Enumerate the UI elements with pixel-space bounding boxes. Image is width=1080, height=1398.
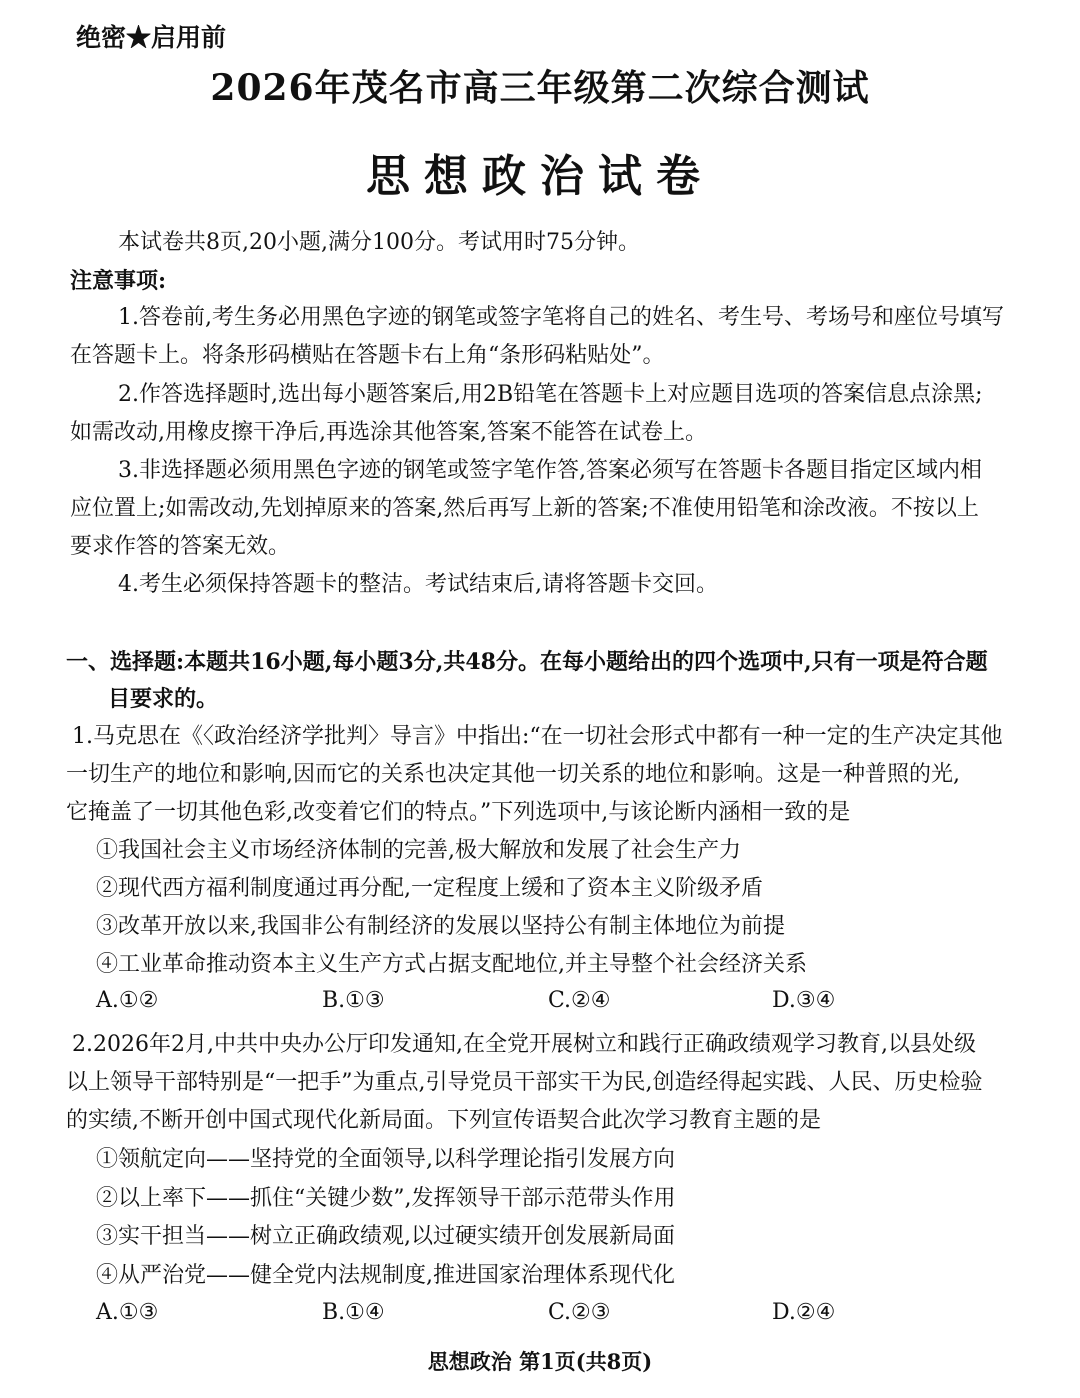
note-line: 在答题卡上。将条形码横贴在答题卡右上角“条形码粘贴处”。: [70, 343, 665, 368]
note-line: 要求作答的答案无效。: [70, 534, 291, 559]
note-line: 3.非选择题必须用黑色字迹的钢笔或签字笔作答,答案必须写在答题卡各题目指定区域内相: [118, 458, 982, 483]
section-heading: 目要求的。: [108, 686, 219, 712]
question-1-stem: 一切生产的地位和影响,因而它的关系也决定其他一切关系的地位和影响。这是一种普照的光,: [66, 762, 960, 787]
note-line: 2.作答选择题时,选出每小题答案后,用2B铅笔在答题卡上对应题目选项的答案信息点涂黑;: [118, 382, 983, 407]
note-line: 1.答卷前,考生务必用黑色字迹的钢笔或签字笔将自己的姓名、考生号、考场号和座位号填写: [118, 305, 1004, 330]
option-a[interactable]: A.①③: [96, 1300, 159, 1325]
question-1-item: ①我国社会主义市场经济体制的完善,极大解放和发展了社会生产力: [96, 838, 741, 863]
confidential-label: 绝密★启用前: [76, 23, 227, 52]
note-line: 4.考生必须保持答题卡的整洁。考试结束后,请将答题卡交回。: [118, 572, 718, 597]
question-2-item: ②以上率下——抓住“关键少数”,发挥领导干部示范带头作用: [96, 1186, 676, 1211]
page-footer: 思想政治 第1页(共8页): [427, 1349, 653, 1374]
option-a[interactable]: A.①②: [96, 988, 159, 1013]
option-c[interactable]: C.②③: [548, 1300, 611, 1325]
question-1-stem: 它掩盖了一切其他色彩,改变着它们的特点。”下列选项中,与该论断内涵相一致的是: [66, 800, 851, 825]
question-1-item: ③改革开放以来,我国非公有制经济的发展以坚持公有制主体地位为前提: [96, 914, 785, 939]
question-2-options: [96, 1300, 956, 1330]
question-1-item: ②现代西方福利制度通过再分配,一定程度上缓和了资本主义阶级矛盾: [96, 876, 763, 901]
option-d[interactable]: D.②④: [772, 1300, 836, 1325]
note-line: 如需改动,用橡皮擦干净后,再选涂其他答案,答案不能答在试卷上。: [70, 420, 707, 445]
question-2-stem: 的实绩,不断开创中国式现代化新局面。下列宣传语契合此次学习教育主题的是: [66, 1108, 821, 1133]
question-2-stem: 2.2026年2月,中共中央办公厅印发通知,在全党开展树立和践行正确政绩观学习教育,以县处级: [72, 1032, 976, 1057]
option-b[interactable]: B.①③: [322, 988, 385, 1013]
question-2-item: ④从严治党——健全党内法规制度,推进国家治理体系现代化: [96, 1263, 675, 1288]
option-b[interactable]: B.①④: [322, 1300, 385, 1325]
exam-title: 2026年茂名市高三年级第二次综合测试: [210, 67, 870, 109]
question-1-stem: 1.马克思在《〈政治经济学批判〉导言》中指出:“在一切社会形式中都有一种一定的生产决定其他: [72, 724, 1003, 749]
option-d[interactable]: D.③④: [772, 988, 836, 1013]
option-c[interactable]: C.②④: [548, 988, 611, 1013]
subject-title: 思想政治试卷: [366, 151, 714, 202]
intro-text: 本试卷共8页,20小题,满分100分。考试用时75分钟。: [118, 230, 640, 255]
question-2-stem: 以上领导干部特别是“一把手”为重点,引导党员干部实干为民,创造经得起实践、人民、历史检验: [66, 1070, 983, 1095]
question-2-item: ③实干担当——树立正确政绩观,以过硬实绩开创发展新局面: [96, 1224, 675, 1249]
question-1-item: ④工业革命推动资本主义生产方式占据支配地位,并主导整个社会经济关系: [96, 952, 807, 977]
notes-heading: 注意事项:: [70, 268, 167, 294]
section-heading: 一、选择题:本题共16小题,每小题3分,共48分。在每小题给出的四个选项中,只有一项是符合题: [66, 649, 988, 675]
question-1-options: [96, 988, 956, 1018]
question-2-item: ①领航定向——坚持党的全面领导,以科学理论指引发展方向: [96, 1147, 675, 1172]
note-line: 应位置上;如需改动,先划掉原来的答案,然后再写上新的答案;不准使用铅笔和涂改液。不按以上: [70, 496, 979, 521]
